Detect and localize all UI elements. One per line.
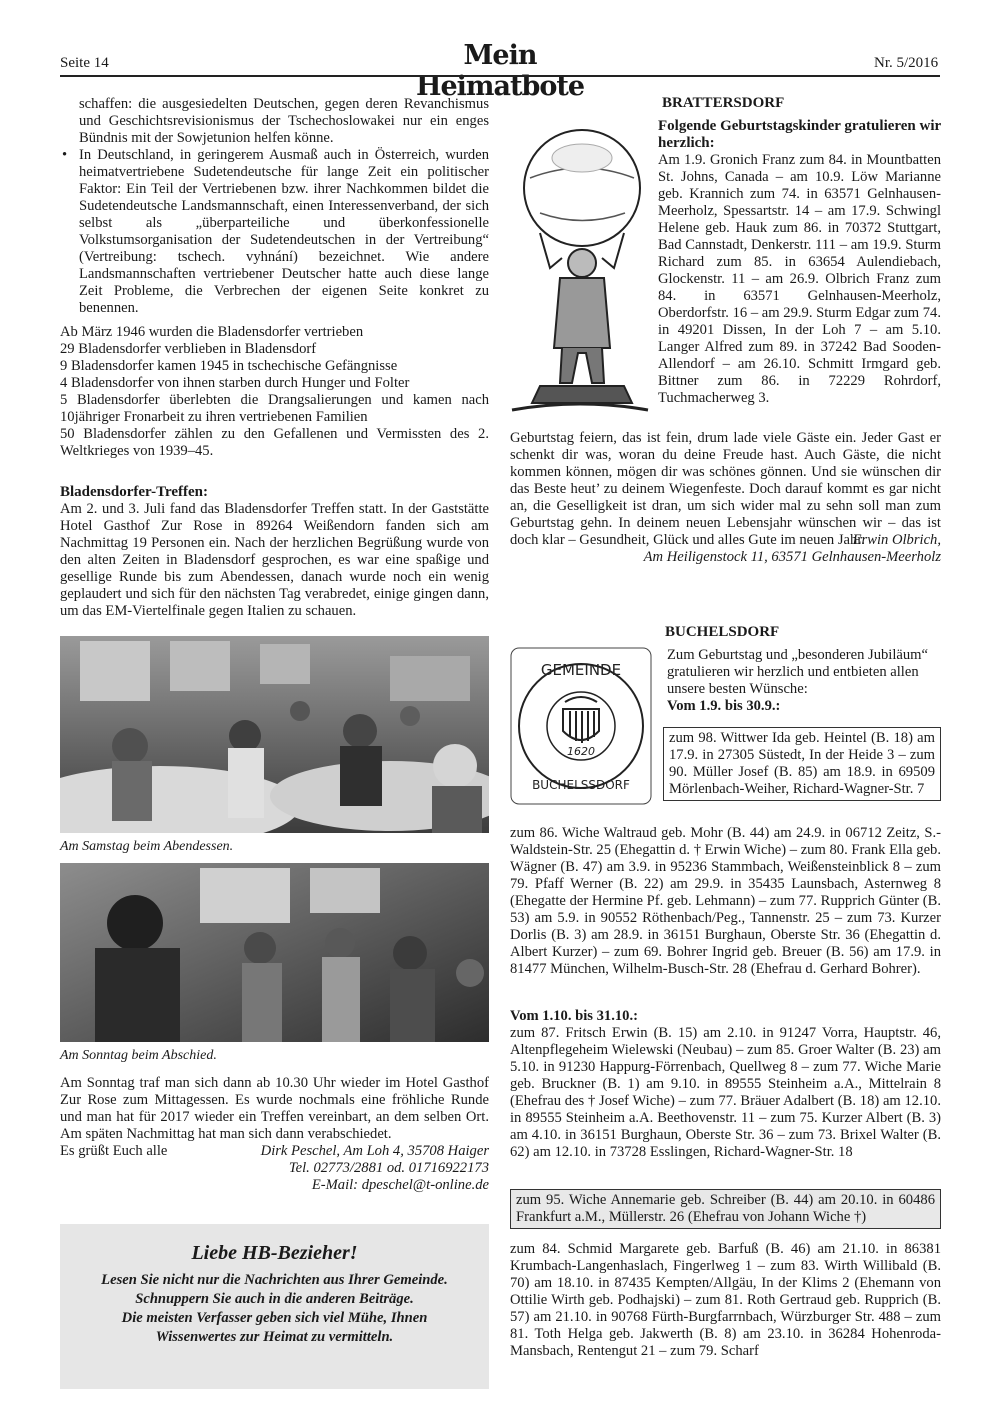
brattersdorf-intro: Folgende Geburtstagskinder gratulieren wir herzlich: bbox=[658, 118, 941, 151]
photo-dinner bbox=[60, 636, 489, 833]
hb-line: Lesen Sie nicht nur die Nachrichten aus Ihrer Gemeinde. bbox=[101, 1272, 448, 1288]
seal-bottom-text: BUCHELSSDORF bbox=[532, 778, 630, 792]
october-section bbox=[510, 1008, 941, 1161]
atlas-statue-illustration bbox=[510, 118, 650, 418]
brattersdorf-list: Am 1.9. Gronich Franz zum 84. in Mountbatten St. Johns, Canada – am 10.9. Löw Marianne geb. Krannich zum 74. in 63571 Gelnhausen-Meerholz, Spessartstr. 14 – am 17.9. Schwingl Helene geb. Hauk zum 86. in 70372 Stuttgart, Bad Cannstadt, Denkerstr. 111 – am 19.9. Sturm Richard zum 85. in 63654 Aulendiebach, Glockenstr. 11 – am 26.9. Olbrich Franz zum 84. in 63571 Gelnhausen-Meerholz, Oberdorfstr. 16 – am 29.9. Sturm Edgar zum 74. in 49201 Dissen, In der Loh 7 – am 5.10. Langer Alfred zum 89. in 37242 Bad Sooden-Allendorf – am 26.10. Schmitt Irmgard geb. Bittner zum 86. in 72229 Rohrdorf, Tuchmacherweg 3. bbox=[658, 152, 941, 406]
buchelsdorf-intro: Zum Geburtstag und „besonderen Jubiläum“ gratulieren wir herzlich und entbieten allen unsere besten Wünsche: bbox=[667, 647, 928, 697]
newspaper-logo: Mein Heimatbote bbox=[415, 40, 585, 102]
hb-line: Schnuppern Sie auch in die anderen Beiträge. bbox=[135, 1291, 414, 1307]
september-birthdays: zum 86. Wiche Waltraud geb. Mohr (B. 44) am 24.9. in 06712 Zeitz, S.-Waldstein-Str. 25 (Ehegattin d. † Erwin Wiche) – zum 80. Frank Ella geb. Wägner (B. 47) am 3.9. in 95236 Stammbach, Weißensteinblick 8 – zum 79. Pfaff Werner (B. 22) am 29.9. in 35435 Launsbach, Asternweg 8 (Ehegatte der Hermine Pf. geb. Lehmann) – zum 77. Rupprich Günter (B. 53) am 5.9. in 90552 Röthenbach/Peg., Tannenstr. 25 – zum 73. Kurzer Dorlis (B. 3) am 28.9. in 36151 Burghaun, Oberste Str. 36 (Ehegattin d. Albert Kurzer) – zum 69. Bohrer Ingrid geb. Breuer (B. 56) am 17.9. in 81477 München, Wilhelm-Busch-Str. 28 (Ehefrau d. Gerhard Bohrer). bbox=[510, 825, 941, 977]
header-rule bbox=[60, 75, 940, 77]
signature-mail: E-Mail: dpeschel@t-online.de bbox=[311, 1177, 489, 1193]
sunday-paragraph: Am Sonntag traf man sich dann ab 10.30 Uhr wieder im Hotel Gasthof Zur Rose zum Mittagessen. Es wurde nochmals eine fröhliche Runde und man hat für 2017 wieder ein Treffen vereinbart, an dem selben Ort. Am späten Nachmittag hat man sich dann verabschiedet. bbox=[60, 1075, 489, 1142]
caption-dinner: Am Samstag beim Abendessen. bbox=[60, 839, 234, 854]
october-birthdays: zum 87. Fritsch Erwin (B. 15) am 2.10. in 91247 Vorra, Hauptstr. 46, Altenpflegeheim Wielewski (Neubau) – zum 85. Groer Walter (B. 23) am 5.10. in 91230 Happurg-Förrenbach, Quellweg 8 – zum 77. Wiche Marie geb. Bruckner (B. 1) am 9.10. in 89555 Steinheim a.A., Mittelrain 8 (Ehefrau des † Josef Wiche) – zum 77. Bräuer Adalbert (B. 18) am 12.10. in 89555 Steinheim a.A. Beethovenstr. 11 – zum 75. Kurzer Albert (B. 3) am 4.10. in 36151 Burghaun, Oberste Str. 36 – zum 73. Brixel Walter (B. 62) am 12.10. in 73728 Esslingen, Richard-Wagner-Str. 18 bbox=[510, 1025, 941, 1160]
poem-signature-address: Am Heiligenstock 11, 63571 Gelnhausen-Meerholz bbox=[643, 549, 941, 565]
stats-block bbox=[60, 324, 489, 460]
caption-farewell: Am Sonntag beim Abschied. bbox=[60, 1048, 217, 1063]
municipal-seal-stamp bbox=[510, 647, 652, 805]
greeting: Es grüßt Euch alle bbox=[60, 1143, 168, 1159]
photo-dinner-image bbox=[60, 636, 489, 833]
signature-name: Dirk Peschel, Am Loh 4, 35708 Haiger bbox=[260, 1143, 489, 1159]
stats-line: 29 Bladensdorfer verblieben in Bladensdorf bbox=[60, 341, 317, 357]
seal-year: 1620 bbox=[567, 745, 595, 758]
hb-line: Die meisten Verfasser geben sich viel Mühe, Ihnen bbox=[121, 1310, 428, 1326]
page-number: Seite 14 bbox=[60, 55, 109, 71]
seal-top-text: GEMEINDE bbox=[540, 661, 622, 679]
poem-text: Geburtstag feiern, das ist fein, drum lade viele Gäste ein. Jeder Gast er schenkt dir was, woran du deine Freude hast. Auch Gäste, die nicht kommen können, mögen dir was schönes gönnen. Und sie wünschen dir das Beste heut’ zu deinem Wiegenfeste. Doch darauf kommt es gar nicht an, die Geselligkeit ist dran, um sich wider mal zu sehn soll man zum Geburtstag gehn. In deinem neuen Lebensjahr wünschen wir – das ist doch klar – Gesundheit, Glück und alles Gute im neuen Jahr. bbox=[510, 430, 941, 548]
seal-icon bbox=[510, 647, 652, 805]
buchelsdorf-heading: BUCHELSDORF bbox=[665, 624, 780, 640]
october-birthdays-continued: zum 84. Schmid Margarete geb. Barfuß (B. 46) am 21.10. in 86381 Krumbach-Langenhaslach, Fingerlweg 1 – zum 83. Wirth Willibald (B. 70) am 18.10. in 87435 Kempten/Allgäu, In der Klims 2 (Ehemann von Ottilie Wirth geb. Podhajski) – zum 81. Roth Gertraud geb. Rupprich (B. 57) am 21.10. in 90768 Fürth-Burgfarrnbach, Würzburger Str. 488 – zum 81. Toth Helga geb. Jakwerth (B. 8) am 23.10. in 36284 Hohenroda-Mansbach, Rentengut 21 – zum 79. Scharf bbox=[510, 1241, 941, 1359]
highlight-box-september: zum 98. Wittwer Ida geb. Heintel (B. 18) am 17.9. in 27305 Süstedt, In der Heide 3 – zum 90. Müller Josef (B. 85) am 18.9. in 69509 Mörlenbach-Weiher, Richard-Wagner-Str. 7 bbox=[663, 727, 941, 801]
intro-paragraph: schaffen: die ausgesiedelten Deutschen, gegen deren Revanchismus und Geschichtsrevisionismus der Tschechoslowakei nur ein enges Bündnis mit der Sowjetunion helfen könne. bbox=[79, 96, 489, 146]
photo-farewell bbox=[60, 863, 489, 1042]
photo-farewell-image bbox=[60, 863, 489, 1042]
stats-line: 4 Bladensdorfer von ihnen starben durch Hunger und Folter bbox=[60, 375, 410, 391]
left-intro bbox=[60, 96, 489, 317]
signature-tel: Tel. 02773/2881 od. 01716922173 bbox=[288, 1160, 489, 1176]
meeting-section bbox=[60, 484, 489, 620]
brattersdorf-birthdays bbox=[658, 118, 941, 407]
poem-signature-name: Erwin Olbrich, bbox=[852, 532, 941, 548]
issue-number: Nr. 5/2016 bbox=[874, 55, 939, 71]
meeting-heading: Bladensdorfer-Treffen: bbox=[60, 484, 209, 500]
birthday-poem bbox=[510, 430, 941, 566]
brattersdorf-heading: BRATTERSDORF bbox=[662, 95, 785, 111]
greeting-line bbox=[60, 1143, 489, 1160]
atlas-statue-icon bbox=[510, 118, 650, 418]
bullet-item: • In Deutschland, in geringerem Ausmaß auch in Österreich, wurden heimatvertriebene Sudetendeutsche für lange Zeit ein politischer Faktor: Ein Teil der Vertriebenen bzw. ihrer Nachkommen bildet die Sudetendeutsche Landsmannschaft, einen Interessenverband, der sich selbst als „überparteiliche und überkonfessionelle Volkstumsorganisation der Sudetendeutschen in der Vertreibung“ (Vertreibung: tschech. vyhnání) bezeichnet. Wie andere Landsmannschaften vertriebener Deutscher hatte auch diese lange Zeit Probleme, die Verbrechen der eigenen Seite konkret zu benennen. bbox=[79, 147, 489, 317]
stats-line: 9 Bladensdorfer kamen 1945 in tschechische Gefängnisse bbox=[60, 358, 398, 374]
highlight-box-october: zum 95. Wiche Annemarie geb. Schreiber (B. 44) am 20.10. in 60486 Frankfurt a.M., Müllerstr. 26 (Ehefrau von Johann Wiche †) bbox=[510, 1189, 941, 1229]
sunday-section bbox=[60, 1075, 489, 1194]
october-range: Vom 1.10. bis 31.10.: bbox=[510, 1008, 638, 1024]
hb-notice-box bbox=[60, 1224, 489, 1389]
bullet-list bbox=[60, 147, 489, 317]
stats-line: Ab März 1946 wurden die Bladensdorfer vertrieben bbox=[60, 324, 364, 340]
stats-line: 5 Bladensdorfer überlebten die Drangsalierungen und kamen nach 10jähriger Fronarbeit zu ihren vertriebenen Familien bbox=[60, 392, 489, 425]
stats-line: 50 Bladensdorfer zählen zu den Gefallenen und Vermissten des 2. Weltkrieges von 1939–45. bbox=[60, 426, 489, 459]
buchelsdorf-intro-block bbox=[667, 647, 941, 715]
september-range: Vom 1.9. bis 30.9.: bbox=[667, 698, 781, 714]
meeting-paragraph: Am 2. und 3. Juli fand das Bladensdorfer Treffen statt. In der Gaststätte Hotel Gasthof Zur Rose in 89264 Weißendorn fanden sich am Nachmittag 19 Personen ein. Nach der herzlichen Begrüßung wurde von den alten Zeiten in Bladensdorf gesprochen, es war eine spaßige und gesellige Runde bis zum Abendessen, danach wurde noch ein wenig geplaudert und sich für den nächsten Tag verabredet, einige gingen dann, um das EM-Viertelfinale gegen Italien zu schauen. bbox=[60, 501, 489, 619]
hb-line: Wissenwertes zur Heimat zu vermitteln. bbox=[155, 1329, 394, 1345]
hb-title: Liebe HB-Bezieher! bbox=[191, 1242, 358, 1264]
